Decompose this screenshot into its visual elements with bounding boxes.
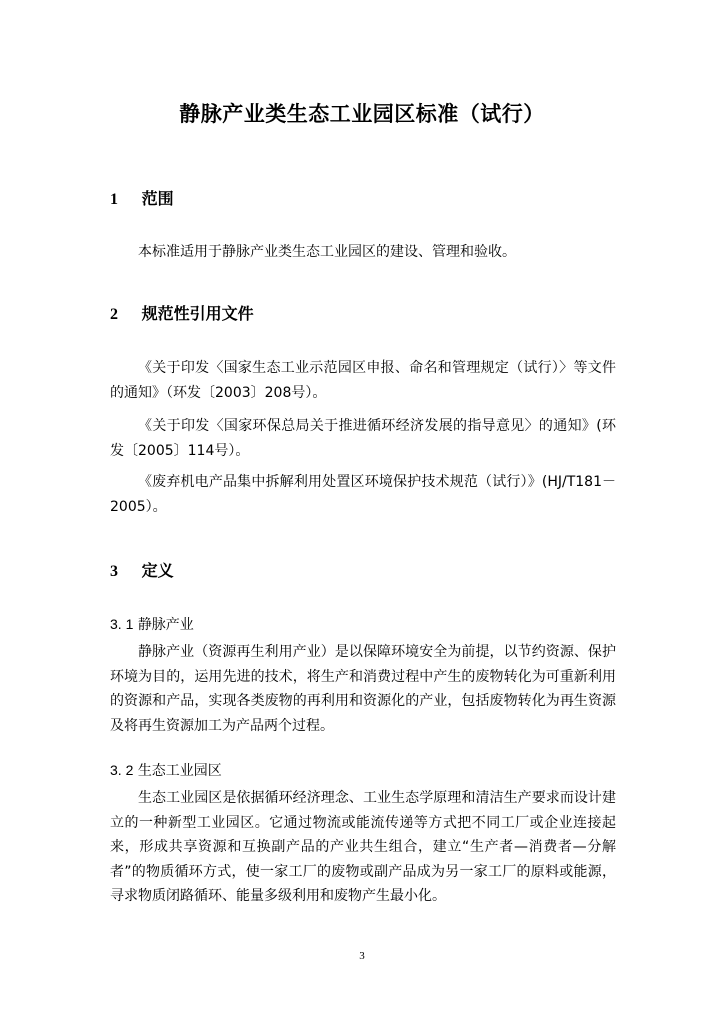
- section-number: 1: [110, 191, 118, 208]
- definition-3-2-heading: [110, 760, 222, 780]
- definition-3-2-paragraph: 生态工业园区是依据循环经济理念、工业生态学原理和清洁生产要求而设计建立的一种新型工业园区。它通过物流或能流传递等方式把不同工厂或企业连接起来，形成共享资源和互换副产品的产业共生组合，建立“生产者—消费者—分解者”的物质循环方式，使一家工厂的废物或副产品成为另一家工厂的原料或能源，寻求物质闭路循环、能量多级利用和废物产生最小化。: [110, 790, 616, 904]
- section-1-heading: [110, 186, 174, 209]
- section-1-paragraph: 本标准适用于静脉产业类生态工业园区的建设、管理和验收。: [138, 244, 516, 260]
- definition-3-1-heading: [110, 614, 194, 634]
- definition-3-1-paragraph: 静脉产业（资源再生利用产业）是以保障环境安全为前提，以节约资源、保护环境为目的，运用先进的技术，将生产和消费过程中产生的废物转化为可重新利用的资源和产品，实现各类废物的再利用和资源化的产业，包括废物转化为再生资源及将再生资源加工为产品两个过程。: [110, 644, 616, 734]
- definition-term: 静脉产业: [137, 617, 194, 633]
- page-number: 3: [359, 950, 365, 962]
- section-3-heading: [110, 558, 174, 581]
- section-2-heading: [110, 301, 254, 324]
- definition-term: 生态工业园区: [137, 763, 222, 779]
- section-number: 2: [110, 306, 118, 323]
- section-title: 规范性引用文件: [141, 304, 254, 323]
- section-number: 3: [110, 563, 118, 580]
- document-title: 静脉产业类生态工业园区标准（试行）: [179, 102, 545, 126]
- reference-item: 《废弃机电产品集中拆解利用处置区环境保护技术规范（试行）》(HJ/T181－2005）。: [110, 474, 616, 515]
- definition-number: 3. 2: [110, 762, 134, 778]
- section-title: 范围: [141, 189, 174, 208]
- reference-item: 《关于印发〈国家生态工业示范园区申报、命名和管理规定（试行）〉等文件的通知》（环发〔2003〕208号）。: [110, 360, 616, 401]
- reference-item: 《关于印发〈国家环保总局关于推进循环经济发展的指导意见〉的通知》(环发〔2005〕114号）。: [110, 418, 616, 459]
- definition-number: 3. 1: [110, 616, 134, 632]
- section-title: 定义: [141, 561, 174, 580]
